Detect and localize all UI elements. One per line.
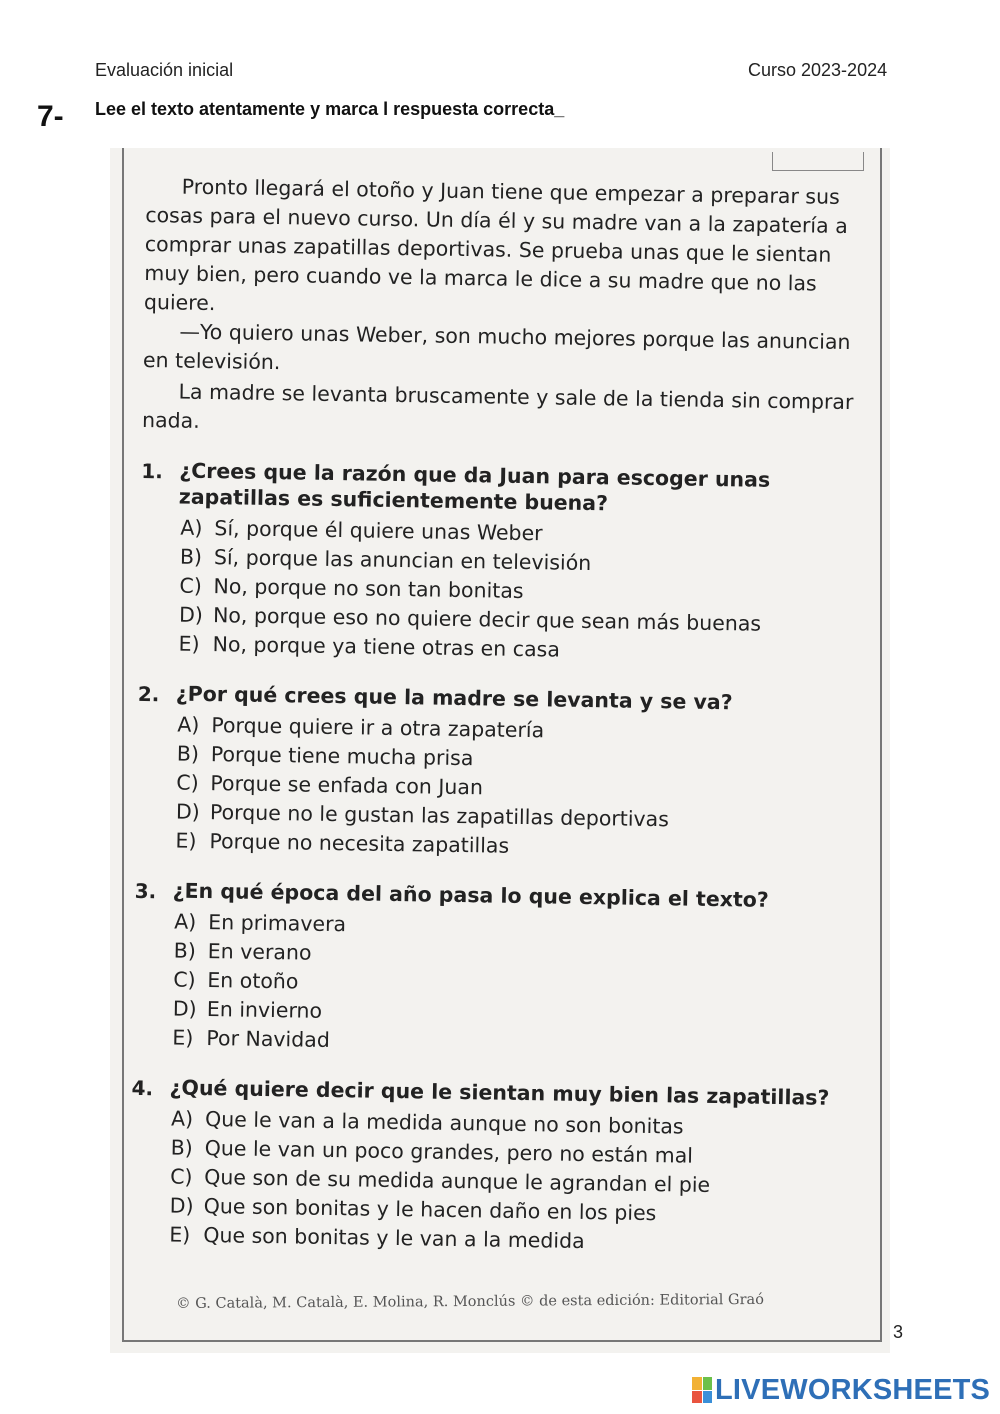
option-letter: C) xyxy=(170,1164,193,1189)
option-text: No, porque ya tiene otras en casa xyxy=(212,632,561,662)
option-text: En otoño xyxy=(207,968,299,994)
option-text: No, porque no son tan bonitas xyxy=(213,574,524,603)
scanned-content xyxy=(129,172,858,1260)
question-number: 2. xyxy=(137,681,160,707)
option-letter: C) xyxy=(173,967,196,992)
option-text: En verano xyxy=(207,939,312,965)
option-text: Que son de su medida aunque le agrandan el pie xyxy=(204,1165,711,1197)
option-text: Sí, porque las anuncian en televisión xyxy=(213,545,592,576)
option-text: Sí, porque él quiere unas Weber xyxy=(214,516,543,546)
option-letter: E) xyxy=(178,631,200,656)
option-letter: A) xyxy=(177,712,200,737)
answer-options xyxy=(172,908,846,1064)
option-text: Que le van un poco grandes, pero no están mal xyxy=(204,1136,694,1168)
option-letter: D) xyxy=(175,799,200,824)
page-number: 3 xyxy=(893,1322,904,1342)
story-paragraph: —Yo quiero unas Weber, son mucho mejores porque las anuncian en televisión. xyxy=(142,319,851,375)
option-letter: A) xyxy=(180,515,203,540)
question-2 xyxy=(135,680,850,866)
logo-square-icon xyxy=(692,1391,702,1404)
brand-name: LIVEWORKSHEETS xyxy=(715,1373,991,1406)
logo-square-icon xyxy=(703,1391,713,1404)
question-number: 1. xyxy=(141,458,164,484)
option-text: Que son bonitas y le hacen daño en los pies xyxy=(203,1194,657,1226)
story-paragraph: La madre se levanta bruscamente y sale de la tienda sin comprar nada. xyxy=(141,379,854,433)
option-text: Porque no necesita zapatillas xyxy=(209,829,510,858)
option-text: En invierno xyxy=(206,997,323,1023)
header-subject: Evaluación inicial xyxy=(95,60,234,80)
option-text: En primavera xyxy=(208,910,347,937)
option-letter: D) xyxy=(169,1193,194,1218)
option-text: No, porque eso no quiere decir que sean más buenas xyxy=(212,603,762,636)
option-text: Por Navidad xyxy=(206,1026,331,1052)
option-letter: B) xyxy=(176,741,200,766)
question-text: ¿Crees que la razón que da Juan para escoger unas zapatillas es suficientemente buena? xyxy=(178,458,771,516)
question-1 xyxy=(138,457,853,669)
option-letter: E) xyxy=(169,1222,191,1247)
question-text: ¿En qué época del año pasa lo que explica el texto? xyxy=(172,878,769,912)
option-text: Porque se enfada con Juan xyxy=(210,771,484,800)
exercise-number: 7- xyxy=(37,100,64,133)
answer-options xyxy=(169,1105,843,1261)
question-3 xyxy=(132,877,847,1063)
option-letter: B) xyxy=(170,1135,193,1160)
option-letter: A) xyxy=(174,909,197,934)
story-paragraph: Pronto llegará el otoño y Juan tiene que empezar a preparar sus cosas para el nuevo curso. Un día él y su madre van a la zapatería a comprar unas zapatillas deportivas. Se prueba unas que le sientan muy bien, pero cuando ve la marca le dice a su madre que no las quiere. xyxy=(143,174,848,316)
logo-square-icon xyxy=(703,1377,713,1390)
option-text: Porque quiere ir a otra zapatería xyxy=(211,713,545,743)
option-letter: E) xyxy=(172,1025,194,1050)
question-number: 4. xyxy=(131,1075,154,1101)
option-letter: D) xyxy=(172,996,197,1021)
option-letter: C) xyxy=(179,573,203,598)
option-letter: A) xyxy=(170,1106,194,1131)
page-corner-tab xyxy=(772,152,864,171)
option-letter: C) xyxy=(176,770,199,795)
liveworksheets-logo xyxy=(692,1374,990,1406)
exercise-instruction: Lee el texto atentamente y marca l respuesta correcta_ xyxy=(95,99,565,119)
reading-text xyxy=(142,172,858,446)
option-text: Porque tiene mucha prisa xyxy=(210,742,474,771)
copyright-credits: © G. Català, M. Català, E. Molina, R. Monclús © de esta edición: Editorial Graó xyxy=(176,1291,764,1312)
option-text: Que le van a la medida aunque no son bonitas xyxy=(204,1107,684,1139)
header-course-year: Curso 2023-2024 xyxy=(748,60,888,80)
option-letter: B) xyxy=(179,544,203,569)
liveworksheets-icon xyxy=(692,1377,712,1403)
option-letter: D) xyxy=(178,602,204,627)
answer-options xyxy=(175,711,849,867)
question-text: ¿Qué quiere decir que le sientan muy bien las zapatillas? xyxy=(169,1075,830,1110)
logo-square-icon xyxy=(692,1377,702,1390)
option-text: Porque no le gustan las zapatillas deportivas xyxy=(209,800,670,832)
question-4 xyxy=(129,1074,844,1260)
answer-options xyxy=(178,514,852,670)
option-letter: E) xyxy=(175,828,197,853)
option-letter: B) xyxy=(173,938,197,963)
option-text: Que son bonitas y le van a la medida xyxy=(203,1223,585,1254)
question-text: ¿Por qué crees que la madre se levanta y se va? xyxy=(175,681,733,715)
question-number: 3. xyxy=(134,878,157,904)
